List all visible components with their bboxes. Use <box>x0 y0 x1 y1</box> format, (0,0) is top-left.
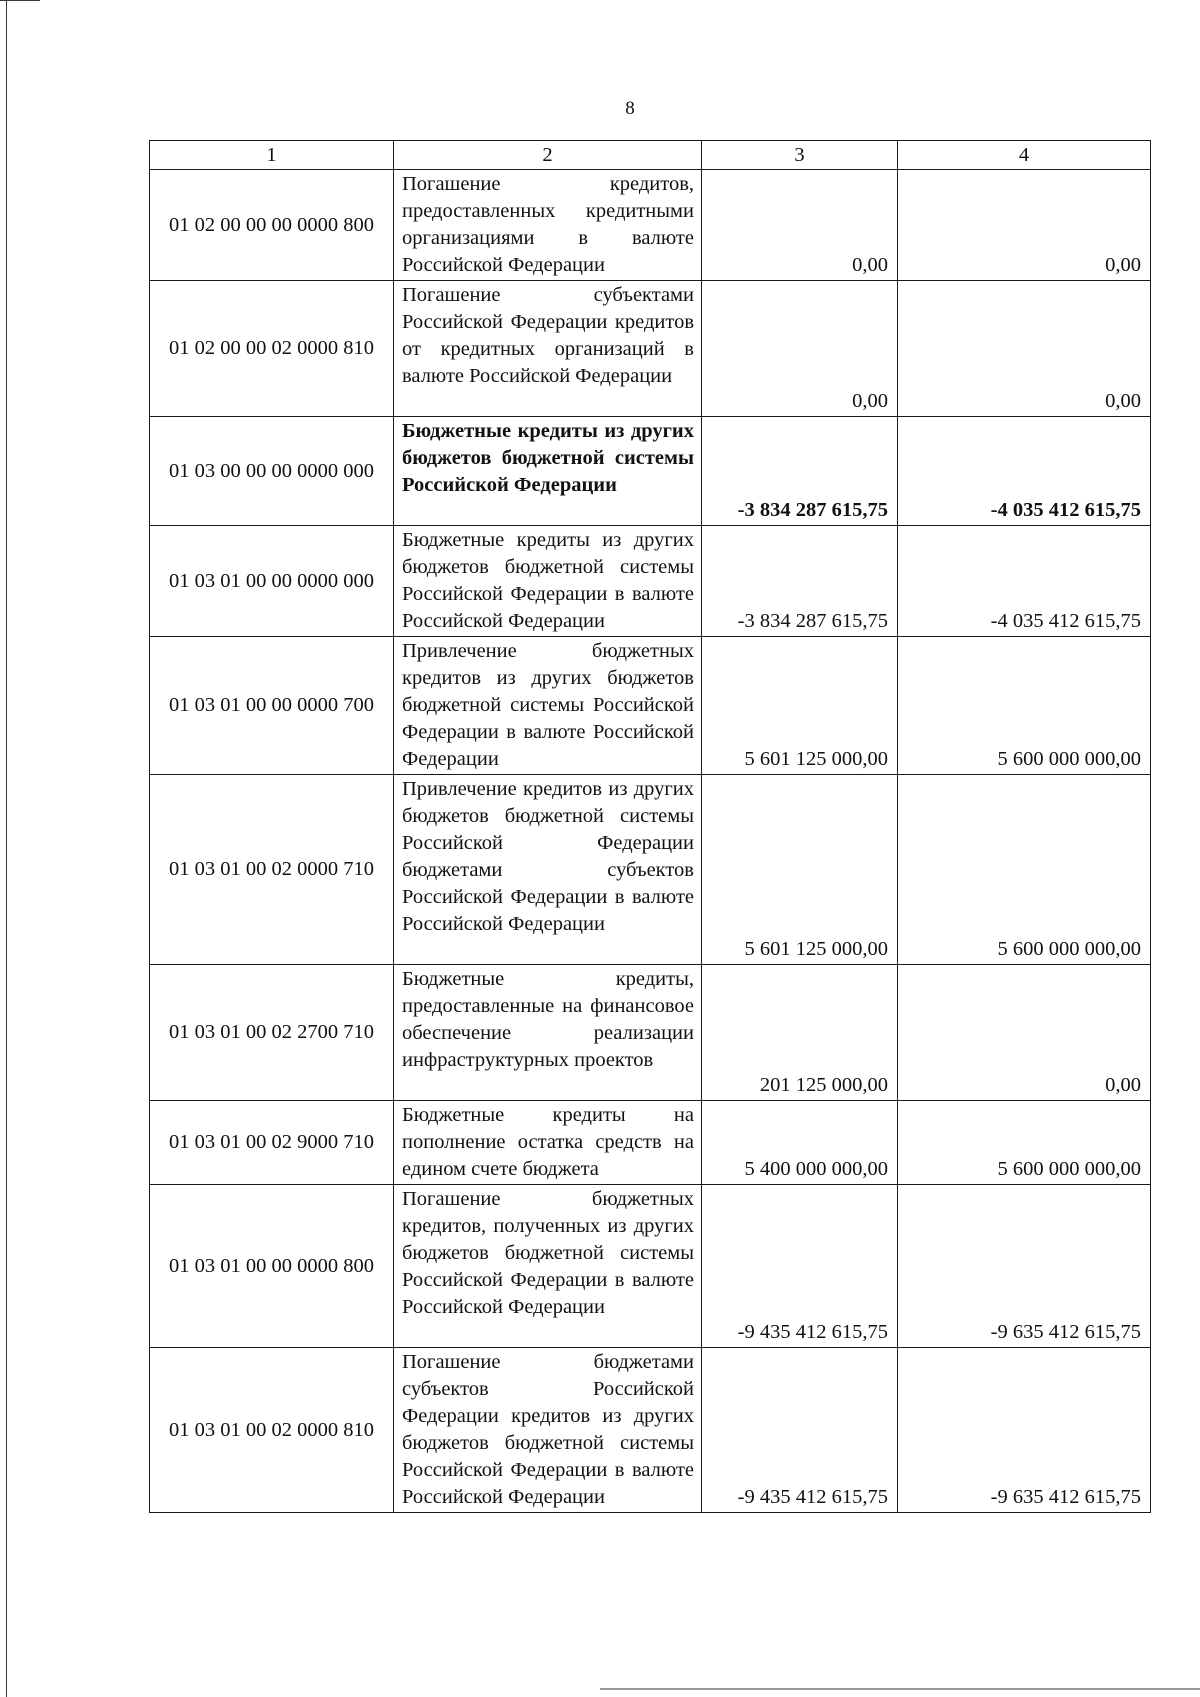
table-row <box>150 526 1151 637</box>
row-value-col3: -3 834 287 615,75 <box>702 526 898 637</box>
row-value-col4: 0,00 <box>898 965 1151 1101</box>
row-code: 01 03 01 00 02 9000 710 <box>150 1101 394 1185</box>
row-value-col3: -9 435 412 615,75 <box>702 1348 898 1513</box>
scan-corner-mark <box>0 0 40 1</box>
row-code: 01 03 01 00 02 2700 710 <box>150 965 394 1101</box>
row-value-col3: 0,00 <box>702 170 898 281</box>
row-value-col4: -4 035 412 615,75 <box>898 526 1151 637</box>
row-value-col3: -3 834 287 615,75 <box>702 417 898 526</box>
table-row <box>150 1185 1151 1348</box>
table-row <box>150 281 1151 417</box>
scan-bottom-artifact <box>600 1688 1200 1690</box>
table-row <box>150 170 1151 281</box>
table-row <box>150 637 1151 775</box>
row-value-col4: -4 035 412 615,75 <box>898 417 1151 526</box>
row-name: Бюджетные кредиты, предоставленные на финансовое обеспечение реализации инфраструктурных проектов <box>394 965 702 1101</box>
row-code: 01 02 00 00 00 0000 800 <box>150 170 394 281</box>
row-value-col4: 5 600 000 000,00 <box>898 1101 1151 1185</box>
row-value-col3: 5 400 000 000,00 <box>702 1101 898 1185</box>
row-code: 01 03 01 00 00 0000 000 <box>150 526 394 637</box>
row-code: 01 03 01 00 00 0000 700 <box>150 637 394 775</box>
row-name: Бюджетные кредиты на пополнение остатка средств на едином счете бюджета <box>394 1101 702 1185</box>
column-header-2: 2 <box>394 141 702 170</box>
row-value-col3: 201 125 000,00 <box>702 965 898 1101</box>
row-name: Погашение субъектами Российской Федерации кредитов от кредитных организаций в валюте Российской Федерации <box>394 281 702 417</box>
table-row <box>150 775 1151 965</box>
row-name: Бюджетные кредиты из других бюджетов бюджетной системы Российской Федерации <box>394 417 702 526</box>
budget-sources-table <box>149 140 1151 1513</box>
row-code: 01 03 00 00 00 0000 000 <box>150 417 394 526</box>
row-name: Погашение бюджетных кредитов, полученных из других бюджетов бюджетной системы Российской Федерации в валюте Российской Федерации <box>394 1185 702 1348</box>
row-name: Привлечение бюджетных кредитов из других бюджетов бюджетной системы Российской Федерации в валюте Российской Федерации <box>394 637 702 775</box>
table-row-section <box>150 417 1151 526</box>
row-code: 01 03 01 00 00 0000 800 <box>150 1185 394 1348</box>
row-value-col4: -9 635 412 615,75 <box>898 1348 1151 1513</box>
row-value-col4: 5 600 000 000,00 <box>898 775 1151 965</box>
table-row <box>150 1101 1151 1185</box>
table-row <box>150 1348 1151 1513</box>
scan-edge-line <box>6 0 7 1697</box>
row-value-col4: -9 635 412 615,75 <box>898 1185 1151 1348</box>
row-value-col3: 5 601 125 000,00 <box>702 775 898 965</box>
row-name: Погашение кредитов, предоставленных кредитными организациями в валюте Российской Федерации <box>394 170 702 281</box>
row-name: Бюджетные кредиты из других бюджетов бюджетной системы Российской Федерации в валюте Российской Федерации <box>394 526 702 637</box>
page-number: 8 <box>625 98 635 119</box>
row-value-col4: 5 600 000 000,00 <box>898 637 1151 775</box>
row-code: 01 02 00 00 02 0000 810 <box>150 281 394 417</box>
row-code: 01 03 01 00 02 0000 810 <box>150 1348 394 1513</box>
row-value-col3: 0,00 <box>702 281 898 417</box>
column-header-4: 4 <box>898 141 1151 170</box>
row-value-col3: -9 435 412 615,75 <box>702 1185 898 1348</box>
table-row <box>150 965 1151 1101</box>
column-header-1: 1 <box>150 141 394 170</box>
column-header-3: 3 <box>702 141 898 170</box>
table-header-row <box>150 141 1151 170</box>
row-name: Привлечение кредитов из других бюджетов бюджетной системы Российской Федерации бюджетами субъектов Российской Федерации в валюте Российской Федерации <box>394 775 702 965</box>
row-code: 01 03 01 00 02 0000 710 <box>150 775 394 965</box>
row-name: Погашение бюджетами субъектов Российской Федерации кредитов из других бюджетов бюджетной системы Российской Федерации в валюте Российской Федерации <box>394 1348 702 1513</box>
row-value-col4: 0,00 <box>898 170 1151 281</box>
row-value-col4: 0,00 <box>898 281 1151 417</box>
row-value-col3: 5 601 125 000,00 <box>702 637 898 775</box>
